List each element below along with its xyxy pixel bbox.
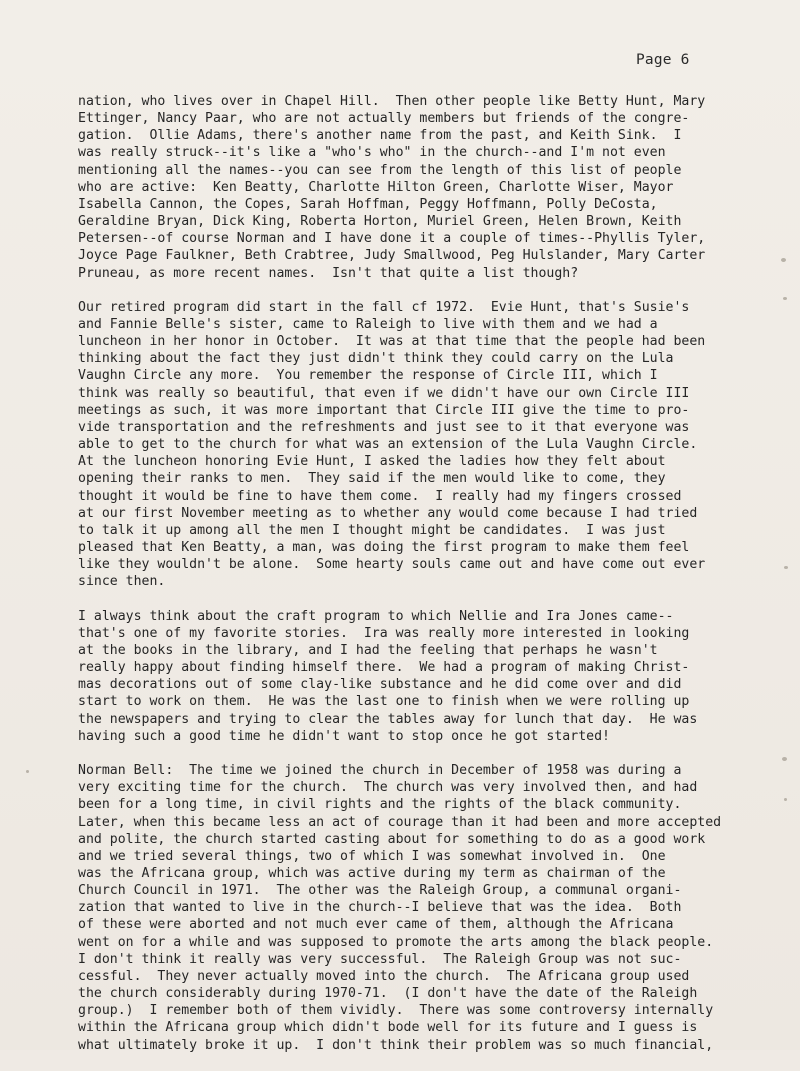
text-line: Our retired program did start in the fall cf 1972. Evie Hunt, that's Susie's [78, 299, 690, 315]
text-line: think was really so beautiful, that even if we didn't have our own Circle III [78, 385, 690, 401]
paper-speck [783, 297, 787, 300]
text-line: Vaughn Circle any more. You remember the response of Circle III, which I [78, 368, 658, 384]
text-line: and Fannie Belle's sister, came to Raleigh to live with them and we had a [78, 317, 658, 333]
text-line: thinking about the fact they just didn't think they could carry on the Lula [78, 351, 674, 367]
text-line: zation that wanted to live in the church--I believe that was the idea. Both [78, 900, 682, 916]
paragraph-craft-program [78, 608, 758, 745]
text-line: and we tried several things, two of which I was somewhat involved in. One [78, 848, 666, 864]
paper-speck [784, 798, 787, 801]
text-line: I always think about the craft program to which Nellie and Ira Jones came-- [78, 608, 674, 624]
text-line: pleased that Ken Beatty, a man, was doing the first program to make them feel [78, 540, 690, 556]
text-line: the church considerably during 1970-71. (I don't have the date of the Raleigh [78, 986, 698, 1002]
text-line: been for a long time, in civil rights and the rights of the black community. [78, 797, 682, 813]
text-line: able to get to the church for what was an extension of the Lula Vaughn Circle. [78, 437, 698, 453]
text-line: thought it would be fine to have them come. I really had my fingers crossed [78, 488, 682, 504]
text-line: was the Africana group, which was active during my term as chairman of the [78, 865, 666, 881]
paper-speck [782, 757, 787, 761]
text-line: Norman Bell: The time we joined the church in December of 1958 was during a [78, 763, 682, 779]
paragraph-contributors-list [78, 93, 758, 282]
text-line: start to work on them. He was the last one to finish when we were rolling up [78, 694, 690, 710]
page-number: Page 6 [636, 52, 690, 68]
text-line: Geraldine Bryan, Dick King, Roberta Horton, Muriel Green, Helen Brown, Keith [78, 214, 682, 230]
text-line: since then. [78, 574, 166, 590]
text-line: like they wouldn't be alone. Some hearty souls came out and have come out ever [78, 557, 706, 573]
text-line: having such a good time he didn't want to stop once he got started! [78, 728, 610, 744]
text-line: that's one of my favorite stories. Ira was really more interested in looking [78, 625, 690, 641]
text-line: really happy about finding himself there. We had a program of making Christ- [78, 660, 690, 676]
text-line: Later, when this became less an act of courage than it had been and more accepted [78, 814, 722, 830]
text-line: luncheon in her honor in October. It was at that time that the people had been [78, 334, 706, 350]
text-line: cessful. They never actually moved into the church. The Africana group used [78, 968, 690, 984]
text-line: I don't think it really was very successful. The Raleigh Group was not suc- [78, 951, 682, 967]
text-line: went on for a while and was supposed to promote the arts among the black people. [78, 934, 714, 950]
text-line: very exciting time for the church. The church was very involved then, and had [78, 780, 698, 796]
paper-speck [784, 566, 788, 569]
text-line: to talk it up among all the men I thought might be candidates. I was just [78, 522, 666, 538]
text-line: opening their ranks to men. They said if the men would like to come, they [78, 471, 666, 487]
text-line: and polite, the church started casting about for something to do as a good work [78, 831, 706, 847]
text-line: Petersen--of course Norman and I have done it a couple of times--Phyllis Tyler, [78, 231, 706, 247]
text-line: mentioning all the names--you can see from the length of this list of people [78, 162, 682, 178]
text-line: of these were aborted and not much ever came of them, although the Africana [78, 917, 674, 933]
text-line: group.) I remember both of them vividly. There was some controversy internally [78, 1003, 714, 1019]
text-line: nation, who lives over in Chapel Hill. Then other people like Betty Hunt, Mary [78, 94, 706, 109]
paper-speck [26, 770, 29, 773]
text-line: meetings as such, it was more important that Circle III give the time to pro- [78, 402, 690, 418]
text-line: the newspapers and trying to clear the tables away for lunch that day. He was [78, 711, 698, 727]
text-line: Ettinger, Nancy Paar, who are not actually members but friends of the congre- [78, 111, 690, 127]
body-text [78, 93, 758, 1071]
text-line: at the books in the library, and I had the feeling that perhaps he wasn't [78, 642, 658, 658]
paragraph-norman-bell [78, 762, 758, 1054]
text-line: Isabella Cannon, the Copes, Sarah Hoffman, Peggy Hoffmann, Polly DeCosta, [78, 196, 658, 212]
text-line: At the luncheon honoring Evie Hunt, I asked the ladies how they felt about [78, 454, 666, 470]
text-line: who are active: Ken Beatty, Charlotte Hilton Green, Charlotte Wiser, Mayor [78, 179, 674, 195]
text-line: mas decorations out of some clay-like substance and he did come over and did [78, 677, 682, 693]
paper-speck [781, 258, 786, 262]
text-line: Pruneau, as more recent names. Isn't that quite a list though? [78, 265, 579, 281]
text-line: gation. Ollie Adams, there's another name from the past, and Keith Sink. I [78, 128, 682, 144]
text-line: what ultimately broke it up. I don't think their problem was so much financial, [78, 1037, 714, 1053]
text-line: Church Council in 1971. The other was the Raleigh Group, a communal organi- [78, 883, 682, 899]
paragraph-retired-program [78, 299, 758, 591]
text-line: within the Africana group which didn't bode well for its future and I guess is [78, 1020, 698, 1036]
text-line: Joyce Page Faulkner, Beth Crabtree, Judy Smallwood, Peg Hulslander, Mary Carter [78, 248, 706, 264]
text-line: at our first November meeting as to whether any would come because I had tried [78, 505, 698, 521]
text-line: was really struck--it's like a "who's who" in the church--and I'm not even [78, 145, 666, 161]
text-line: vide transportation and the refreshments and just see to it that everyone was [78, 419, 690, 435]
